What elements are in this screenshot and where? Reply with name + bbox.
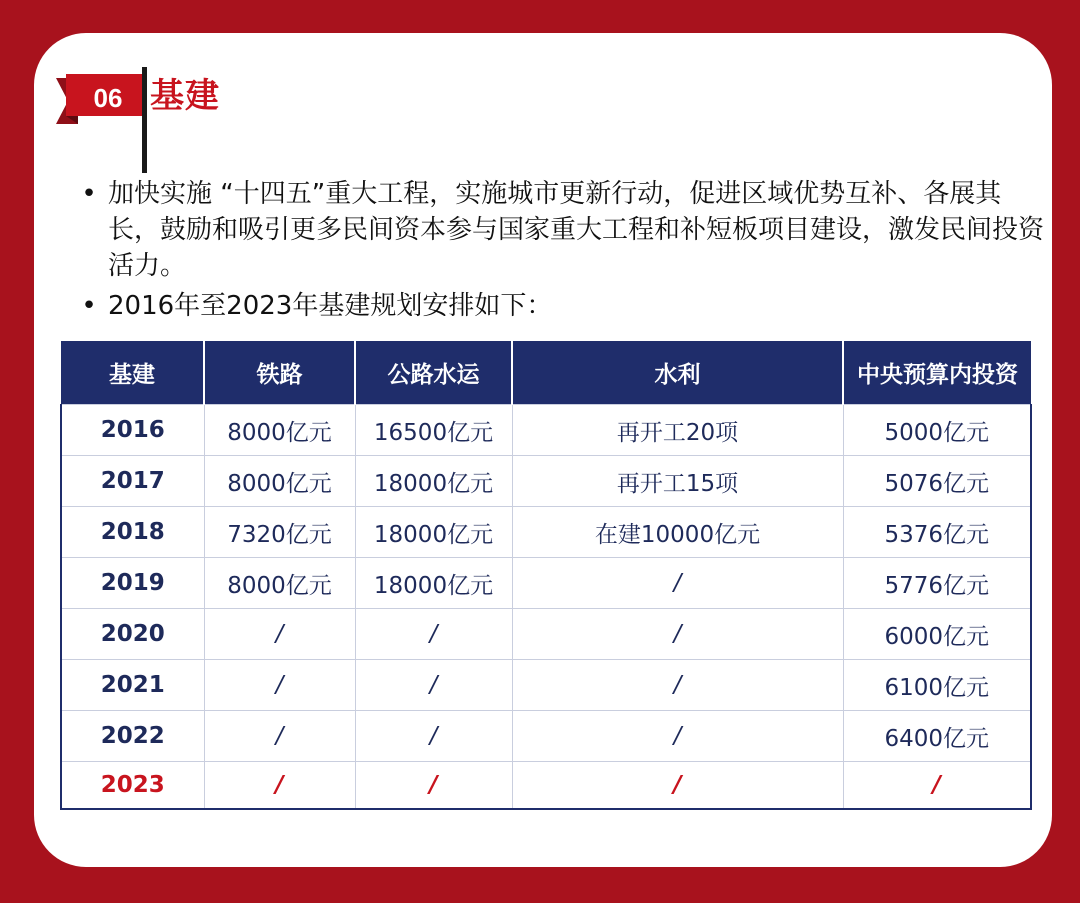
year-cell: 2020	[61, 609, 204, 660]
railway-cell: /	[204, 609, 355, 660]
table-row	[61, 405, 1031, 456]
highway-water-cell: /	[355, 609, 512, 660]
water-conservancy-cell: /	[512, 660, 843, 711]
railway-cell: 7320亿元	[204, 507, 355, 558]
railway-cell: /	[204, 660, 355, 711]
header-cell-water-conservancy: 水利	[512, 341, 843, 405]
water-conservancy-cell: 再开工15项	[512, 456, 843, 507]
header-cell-highway-water: 公路水运	[355, 341, 512, 405]
table-row	[61, 456, 1031, 507]
year-cell: 2023	[61, 762, 204, 810]
infrastructure-table	[60, 341, 1032, 810]
section-number: 06	[93, 83, 123, 113]
bullet-text: 加快实施 “十四五”重大工程，实施城市更新行动，促进区域优势互补、各展其长，鼓励和吸引更多民间资本参与国家重大工程和补短板项目建设，激发民间投资活力。	[108, 179, 1045, 281]
railway-cell: 8000亿元	[204, 558, 355, 609]
section-title: 基建	[150, 76, 220, 116]
table-row	[61, 609, 1031, 660]
water-conservancy-cell: /	[512, 762, 843, 810]
bullet-text: 2016年至2023年基建规划安排如下：	[108, 291, 553, 321]
central-budget-cell: 6100亿元	[843, 660, 1031, 711]
central-budget-cell: 5000亿元	[843, 405, 1031, 456]
table-row-highlight	[61, 762, 1031, 810]
highway-water-cell: 18000亿元	[355, 456, 512, 507]
table-row	[61, 660, 1031, 711]
header-cell-railway: 铁路	[204, 341, 355, 405]
header-cell-central-budget: 中央预算内投资	[843, 341, 1031, 405]
infrastructure-table-wrapper	[60, 341, 1030, 810]
year-cell: 2021	[61, 660, 204, 711]
railway-cell: 8000亿元	[204, 456, 355, 507]
water-conservancy-cell: 再开工20项	[512, 405, 843, 456]
water-conservancy-cell: 在建10000亿元	[512, 507, 843, 558]
water-conservancy-cell: /	[512, 711, 843, 762]
water-conservancy-cell: /	[512, 609, 843, 660]
central-budget-cell: 6400亿元	[843, 711, 1031, 762]
highway-water-cell: 18000亿元	[355, 507, 512, 558]
year-cell: 2022	[61, 711, 204, 762]
year-cell: 2019	[61, 558, 204, 609]
central-budget-cell: /	[843, 762, 1031, 810]
railway-cell: /	[204, 711, 355, 762]
highway-water-cell: /	[355, 711, 512, 762]
highway-water-cell: /	[355, 762, 512, 810]
water-conservancy-cell: /	[512, 558, 843, 609]
flag-pole	[142, 67, 147, 173]
central-budget-cell: 5776亿元	[843, 558, 1031, 609]
table-row	[61, 507, 1031, 558]
highway-water-cell: 18000亿元	[355, 558, 512, 609]
central-budget-cell: 5376亿元	[843, 507, 1031, 558]
railway-cell: 8000亿元	[204, 405, 355, 456]
year-cell: 2018	[61, 507, 204, 558]
bullet-list	[78, 176, 1046, 324]
railway-cell: /	[204, 762, 355, 810]
central-budget-cell: 6000亿元	[843, 609, 1031, 660]
year-cell: 2016	[61, 405, 204, 456]
highway-water-cell: /	[355, 660, 512, 711]
bullet-dot-icon: •	[81, 291, 97, 321]
bullet-dot-icon: •	[81, 179, 97, 209]
highway-water-cell: 16500亿元	[355, 405, 512, 456]
table-row	[61, 558, 1031, 609]
table-header-row	[61, 341, 1031, 405]
bullet-item	[78, 288, 1046, 324]
year-cell: 2017	[61, 456, 204, 507]
central-budget-cell: 5076亿元	[843, 456, 1031, 507]
bullet-item	[78, 176, 1046, 284]
header-cell-category: 基建	[61, 341, 204, 405]
table-row	[61, 711, 1031, 762]
